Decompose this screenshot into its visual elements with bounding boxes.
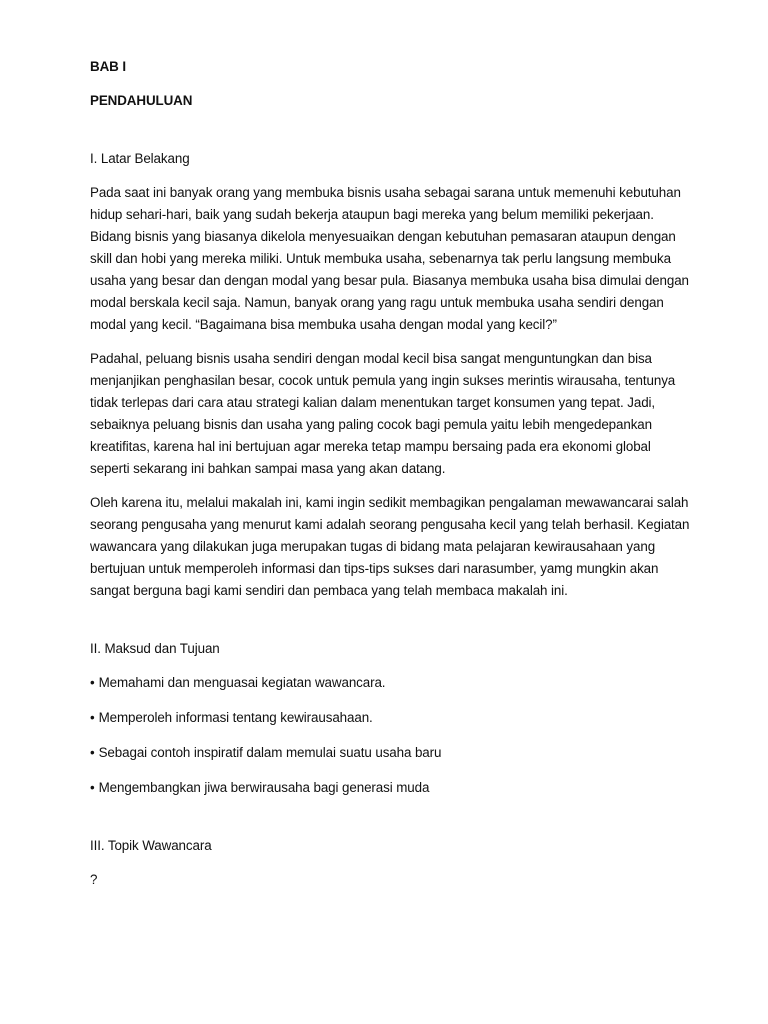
bullet-item: [90, 742, 690, 764]
bullet-item: [90, 707, 690, 729]
bullet-item: [90, 777, 690, 799]
bullet-text: Memahami dan menguasai kegiatan wawancara.: [98, 675, 386, 690]
section-topik-wawancara: [90, 835, 690, 891]
bullet-text: Mengembangkan jiwa berwirausaha bagi generasi muda: [98, 780, 430, 795]
bullet-text: Sebagai contoh inspiratif dalam memulai suatu usaha baru: [98, 745, 442, 760]
bullet-dot: •: [90, 780, 95, 795]
bullet-text: Memperoleh informasi tentang kewirausahaan.: [98, 710, 373, 725]
document-page: [90, 56, 690, 891]
section-latar-belakang: [90, 148, 690, 602]
section-maksud-dan-tujuan: [90, 638, 690, 799]
section-heading: I. Latar Belakang: [90, 151, 190, 166]
paragraph: Pada saat ini banyak orang yang membuka bisnis usaha sebagai sarana untuk memenuhi kebutuhan hidup sehari-hari, baik yang sudah bekerja ataupun bagi mereka yang belum memiliki pekerjaan. Bidang bisnis yang biasanya dikelola menyesuaikan dengan kebutuhan pemasaran ataupun dengan skill dan hobi yang mereka miliki. Untuk membuka usaha, sebenarnya tak perlu langsung membuka usaha yang besar dan dengan modal yang besar pula. Biasanya membuka usaha bisa dimulai dengan modal berskala kecil saja. Namun, banyak orang yang ragu untuk membuka usaha sendiri dengan modal yang kecil. “Bagaimana bisa membuka usaha dengan modal yang kecil?”: [90, 185, 689, 332]
section-content: ?: [90, 872, 98, 887]
paragraph: Oleh karena itu, melalui makalah ini, kami ingin sedikit membagikan pengalaman mewawancarai salah seorang pengusaha yang menurut kami adalah seorang pengusaha kecil yang telah berhasil. Kegiatan wawancara yang dilakukan juga merupakan tugas di bidang mata pelajaran kewirausahaan yang bertujuan untuk memperoleh informasi dan tips-tips sukses dari narasumber, yamg mungkin akan sangat berguna bagi kami sendiri dan pembaca yang telah membaca makalah ini.: [90, 495, 690, 598]
document-title: PENDAHULUAN: [90, 93, 193, 108]
bullet-dot: •: [90, 675, 95, 690]
bullet-item: [90, 672, 690, 694]
section-heading: II. Maksud dan Tujuan: [90, 641, 220, 656]
bullet-dot: •: [90, 710, 95, 725]
bullet-dot: •: [90, 745, 95, 760]
chapter-label: BAB I: [90, 59, 126, 74]
paragraph: Padahal, peluang bisnis usaha sendiri dengan modal kecil bisa sangat menguntungkan dan bisa menjanjikan penghasilan besar, cocok untuk pemula yang ingin sukses merintis wirausaha, tentunya tidak terlepas dari cara atau strategi kalian dalam menentukan target konsumen yang tepat. Jadi, sebaiknya peluang bisnis dan usaha yang paling cocok bagi pemula yaitu lebih mengedepankan kreatifitas, karena hal ini bertujuan agar mereka tetap mampu bersaing pada era ekonomi global seperti sekarang ini bahkan sampai masa yang akan datang.: [90, 351, 676, 476]
section-heading: III. Topik Wawancara: [90, 838, 212, 853]
